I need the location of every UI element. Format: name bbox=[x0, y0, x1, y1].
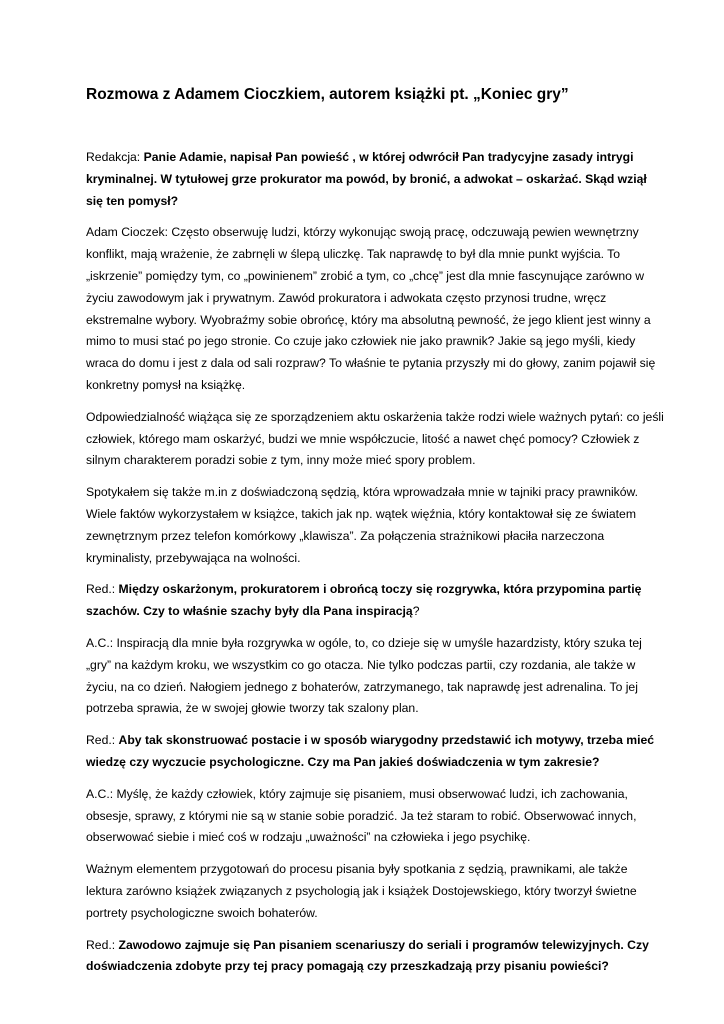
answer-paragraph: Ważnym elementem przygotowań do procesu pisania były spotkania z sędzią, prawnikami, ale także lektura zarówno książek związanych z psychologią jak i książek Dostojewskiego, który tworzył świetne portrety psychologiczne swoich bohaterów. bbox=[86, 862, 637, 920]
answer-paragraph: Spotykałem się także m.in z doświadczoną sędzią, która wprowadzała mnie w tajniki pracy prawników. Wiele faktów wykorzystałem w książce, takich jak np. wątek więźnia, który kontaktował się ze światem zewnętrznym przez telefon komórkowy „klawisza”. Za połączenia strażnikowi płaciła narzeczona kryminalisty, przebywająca na wolności. bbox=[86, 485, 639, 565]
question-text: Między oskarżonym, prokuratorem i obrońcą toczy się rozgrywka, która przypomina partię szachów. Czy to właśnie szachy były dla Pana inspiracją bbox=[86, 582, 642, 619]
answer-paragraph: Adam Cioczek: Często obserwuję ludzi, którzy wykonując swoją pracę, odczuwają pewien wewnętrzny konflikt, mają wrażenie, że zabrnęli w ślepą uliczkę. Tak naprawdę to był dla mnie punkt wyjścia. To „iskrzenie” pomiędzy tym, co „powinienem” zrobić a tym, co „chcę” jest dla mnie fascynujące zarówno w życiu zawodowym jak i prywatnym. Zawód prokuratora i adwokata często przynosi trudne, wręcz ekstremalne wybory. Wyobraźmy sobie obrońcę, który ma absolutną pewność, że jego klient jest winny a mimo to musi stać po jego stronie. Co czuje jako człowiek nie jako prawnik? Jakie są jego myśli, kiedy wraca do domu i jest z dala od sali rozpraw? To właśnie te pytania przyszły mi do głowy, zanim pojawił się konkretny pomysł na książkę. bbox=[86, 225, 656, 392]
question-paragraph bbox=[86, 579, 664, 623]
question-paragraph bbox=[86, 935, 664, 979]
speaker-label: Redakcja: bbox=[86, 150, 144, 164]
question-paragraph bbox=[86, 730, 664, 774]
speaker-label: Red.: bbox=[86, 582, 119, 597]
question-tail: ? bbox=[412, 604, 420, 619]
question-text: Panie Adamie, napisał Pan powieść , w której odwrócił Pan tradycyjne zasady intrygi kryminalnej. W tytułowej grze prokurator ma powód, by bronić, a adwokat – oskarżać. Skąd wziął się ten pomysł? bbox=[86, 150, 647, 208]
question-text: Zawodowo zajmuje się Pan pisaniem scenariuszy do seriali i programów telewizyjnych. Czy doświadczenia zdobyte przy tej pracy pomagają czy przeszkadzają przy pisaniu powieści? bbox=[86, 937, 649, 974]
answer-paragraph: Odpowiedzialność wiążąca się ze sporządzeniem aktu oskarżenia także rodzi wiele ważnych pytań: co jeśli człowiek, którego mam oskarżyć, budzi we mnie współczucie, litość a nawet chęć pomocy? Człowiek z silnym charakterem poradzi sobie z tym, inny może mieć spory problem. bbox=[86, 409, 664, 468]
answer-paragraph: A.C.: Inspiracją dla mnie była rozgrywka w ogóle, to, co dzieje się w umyśle hazardzisty, który szuka tej „gry” na każdym kroku, we wszystkim co go otacza. Nie tylko podczas partii, czy rozdania, ale także w życiu, na co dzień. Nałogiem jednego z bohaterów, zatrzymanego, tak naprawdę jest adrenalina. To jej potrzeba sprawia, że w swojej głowie tworzy tak szalony plan. bbox=[86, 635, 642, 716]
speaker-label: Red.: bbox=[86, 733, 119, 748]
answer-paragraph: A.C.: Myślę, że każdy człowiek, który zajmuje się pisaniem, musi obserwować ludzi, ich zachowania, obsesje, sprawy, z którymi nie są w stanie sobie poradzić. Ja też staram to robić. Obserwować innych, obserwować siebie i mieć coś w rodzaju „uważności” na człowieka i jego psychikę. bbox=[86, 786, 637, 845]
speaker-label: Red.: bbox=[86, 937, 119, 952]
question-text: Aby tak skonstruować postacie i w sposób wiarygodny przedstawić ich motywy, trzeba mieć wiedzę czy wyczucie psychologiczne. Czy ma Pan jakieś doświadczenia w tym zakresie? bbox=[86, 733, 655, 769]
question-paragraph bbox=[86, 147, 664, 212]
document-title: Rozmowa z Adamem Cioczkiem, autorem książki pt. „Koniec gry” bbox=[86, 86, 569, 103]
